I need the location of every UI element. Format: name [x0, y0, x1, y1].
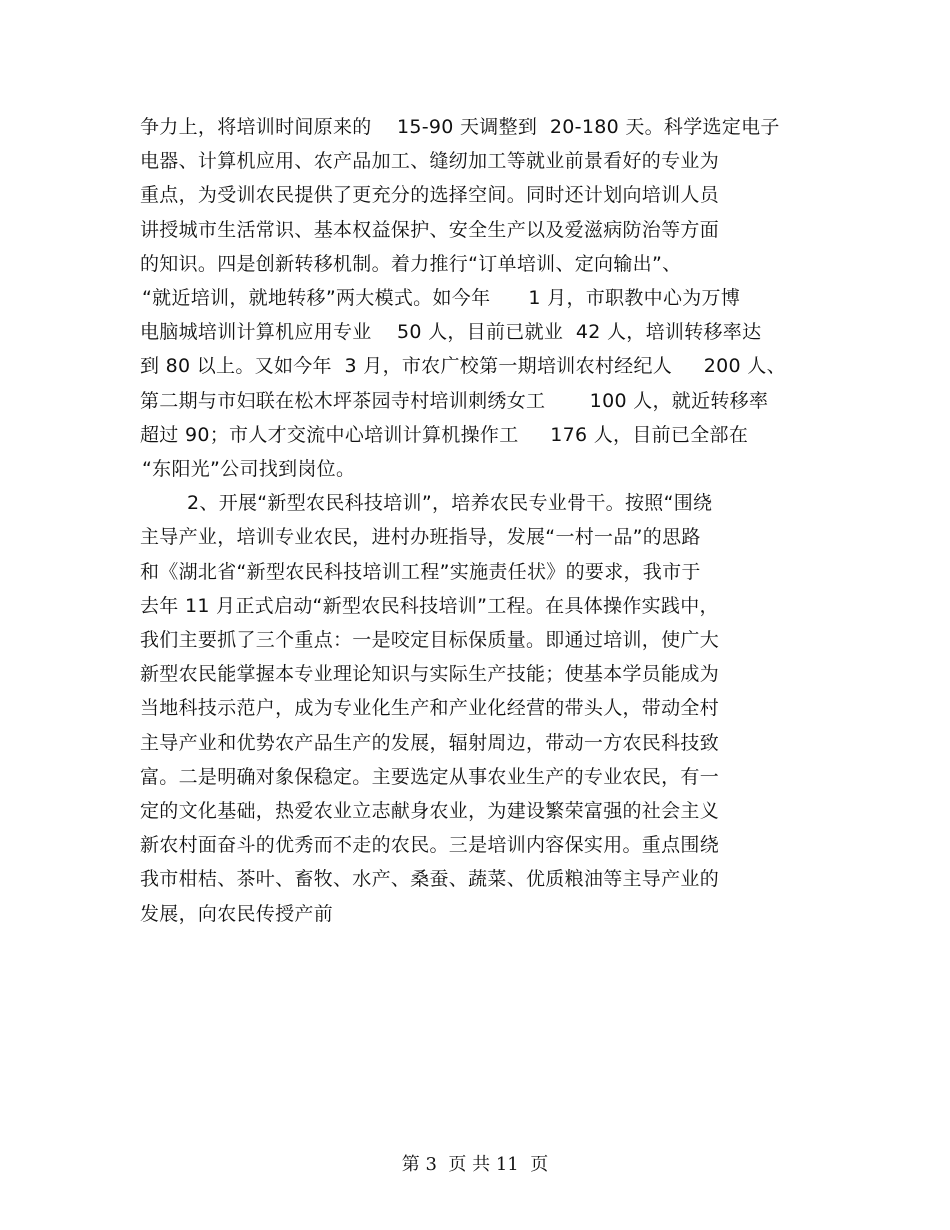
text-line: “东阳光”公司找到岗位。: [142, 458, 356, 480]
text-line: “就近培训，就地转移”两大模式。如今年 1 月，市职教中心为万博: [142, 287, 741, 309]
text-line: 去年 11 月正式启动“新型农民科技培训”工程。在具体操作实践中，: [140, 595, 719, 617]
text-line: 超过 90；市人才交流中心培训计算机操作工 176 人，目前已全部在: [140, 424, 749, 446]
text-line: 和《湖北省“新型农民科技培训工程”实施责任状》的要求，我市于: [140, 561, 701, 583]
text-line: 电脑城培训计算机应用专业 50 人，目前已就业 42 人，培训转移率达: [140, 321, 762, 343]
text-line: 我市柑桔、茶叶、畜牧、水产、桑蚕、蔬菜、优质粮油等主导产业的: [140, 868, 720, 890]
text-line: 重点，为受训农民提供了更充分的选择空间。同时还计划向培训人员: [140, 184, 720, 206]
text-line: 争力上，将培训时间原来的 15-90 天调整到 20-180 天。科学选定电子: [140, 116, 780, 138]
text-line: 讲授城市生活常识、基本权益保护、安全生产以及爱滋病防治等方面: [140, 219, 720, 241]
text-line: 新型农民能掌握本专业理论知识与实际生产技能；使基本学员能成为: [140, 663, 720, 685]
text-line: 富。二是明确对象保稳定。主要选定从事农业生产的专业农民，有一: [140, 766, 720, 788]
text-line: 第二期与市妇联在松木坪茶园寺村培训刺绣女工 100 人，就近转移率: [140, 390, 769, 412]
text-line: 的知识。四是创新转移机制。着力推行“订单培训、定向输出”、: [140, 253, 682, 275]
text-line: 到 80 以上。又如今年 3 月，市农广校第一期培训农村经纪人 200 人、: [140, 355, 786, 377]
text-line: 我们主要抓了三个重点：一是咬定目标保质量。即通过培训，使广大: [140, 629, 720, 651]
text-line: 定的文化基础，热爱农业立志献身农业，为建设繁荣富强的社会主义: [140, 800, 720, 822]
text-line: 主导产业和优势农产品生产的发展，辐射周边，带动一方农民科技致: [140, 732, 720, 754]
text-line: 发展，向农民传授产前: [140, 903, 334, 925]
text-line: 新农村面奋斗的优秀而不走的农民。三是培训内容保实用。重点围绕: [140, 834, 720, 856]
page-footer: 第 3 页 共 11 页: [401, 1154, 549, 1175]
text-line: 主导产业，培训专业农民，进村办班指导，发展“一村一品”的思路: [140, 526, 701, 548]
text-line: 2、开展“新型农民科技培训”，培养农民专业骨干。按照“围绕: [187, 492, 713, 514]
text-line: 当地科技示范户，成为专业化生产和产业化经营的带头人，带动全村: [140, 697, 720, 719]
text-line: 电器、计算机应用、农产品加工、缝纫加工等就业前景看好的专业为: [140, 150, 720, 172]
